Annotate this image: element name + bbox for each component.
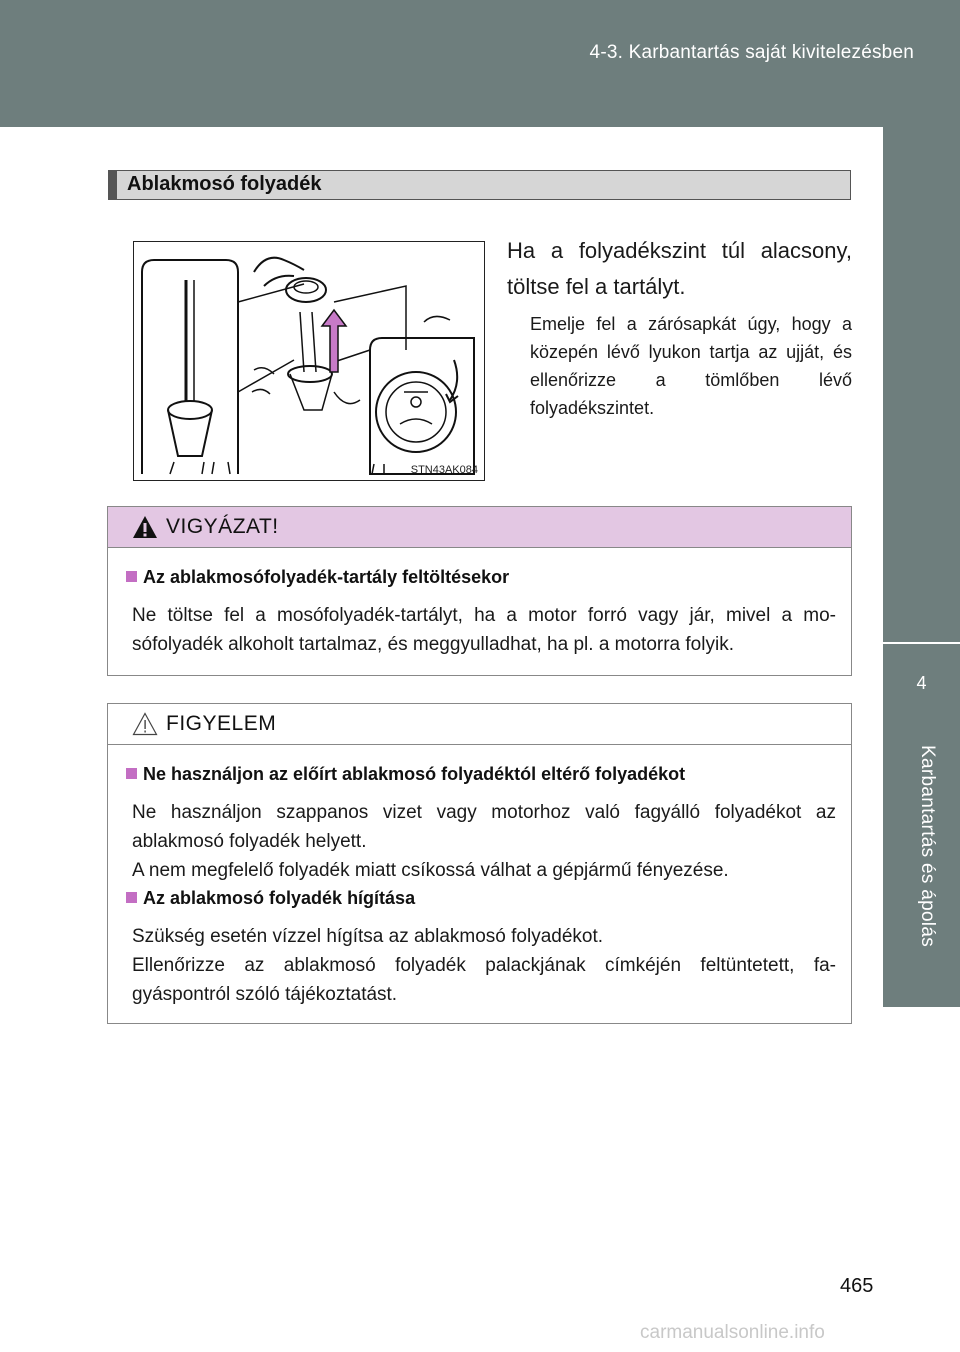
caution-item1-line-2: ablakmosó folyadék helyett. (132, 831, 367, 852)
side-tab-number: 4 (916, 673, 927, 693)
warning-label: VIGYÁZAT! (166, 515, 279, 538)
intro-sub-text: Emelje fel a zárósapkát úgy, hogy a közepén lévő lyukon tartja az ujját, és ellenőrizze a tömlőben lévő folyadékszintet. (530, 314, 852, 418)
bullet-square-icon (126, 892, 137, 903)
warning-header (108, 507, 851, 548)
warning-triangle-icon (132, 515, 158, 539)
side-tab-label: Karbantartás és ápolás (917, 745, 938, 947)
caution-box (107, 703, 852, 1024)
caution-item1-title-text: Ne használjon az előírt ablakmosó folyadéktól eltérő folyadékot (143, 764, 686, 784)
section-heading (108, 170, 851, 200)
warning-line-1: Ne töltse fel a mosófolyadék-tartályt, ha a motor forró vagy jár, mivel a mo- (132, 605, 836, 626)
section-title: Ablakmosó folyadék (127, 173, 322, 195)
warning-item-title (126, 567, 509, 588)
caution-item2-line-2: Ellenőrizze az ablakmosó folyadék palackjának címkéjén feltüntetett, fa- (132, 955, 836, 976)
caution-item2-body (132, 922, 836, 1009)
chapter-title: 4-3. Karbantartás saját kivitelezésben (589, 42, 914, 63)
warning-box (107, 506, 852, 676)
washer-fluid-illustration (133, 241, 485, 481)
page-number: 465 (840, 1275, 874, 1297)
caution-label: FIGYELEM (166, 712, 277, 735)
caution-item2-line-3: gyáspontról szóló tájékoztatást. (132, 984, 398, 1005)
side-tab-divider (883, 642, 960, 644)
warning-item-body (132, 601, 836, 659)
caution-item2-line-1: Szükség esetén vízzel hígítsa az ablakmosó folyadékot. (132, 926, 604, 947)
caution-item1-title (126, 764, 685, 785)
caution-header (108, 704, 851, 745)
page-header (0, 0, 960, 127)
bullet-square-icon (126, 768, 137, 779)
bullet-square-icon (126, 571, 137, 582)
watermark: carmanualsonline.info (640, 1322, 825, 1343)
warning-item-title-text: Az ablakmosófolyadék-tartály feltöltésekor (143, 567, 510, 587)
illustration-drawing (134, 242, 485, 481)
caution-item2-title-text: Az ablakmosó folyadék hígítása (143, 888, 416, 908)
intro-lead-text: Ha a folyadékszint túl alacsony, töltse fel a tartályt. (507, 238, 852, 299)
caution-triangle-icon (132, 712, 158, 736)
warning-line-2: sófolyadék alkoholt tartalmaz, és meggyulladhat, ha pl. a motorra folyik. (132, 634, 734, 655)
caution-item2-title (126, 888, 415, 909)
caution-item1-line-3: A nem megfelelő folyadék miatt csíkossá válhat a gépjármű fényezése. (132, 860, 729, 881)
caution-item1-body (132, 798, 836, 885)
caution-item1-line-1: Ne használjon szappanos vizet vagy motorhoz való fagyálló folyadékot az (132, 802, 836, 823)
figure-code: STN43AK084 (410, 464, 478, 476)
